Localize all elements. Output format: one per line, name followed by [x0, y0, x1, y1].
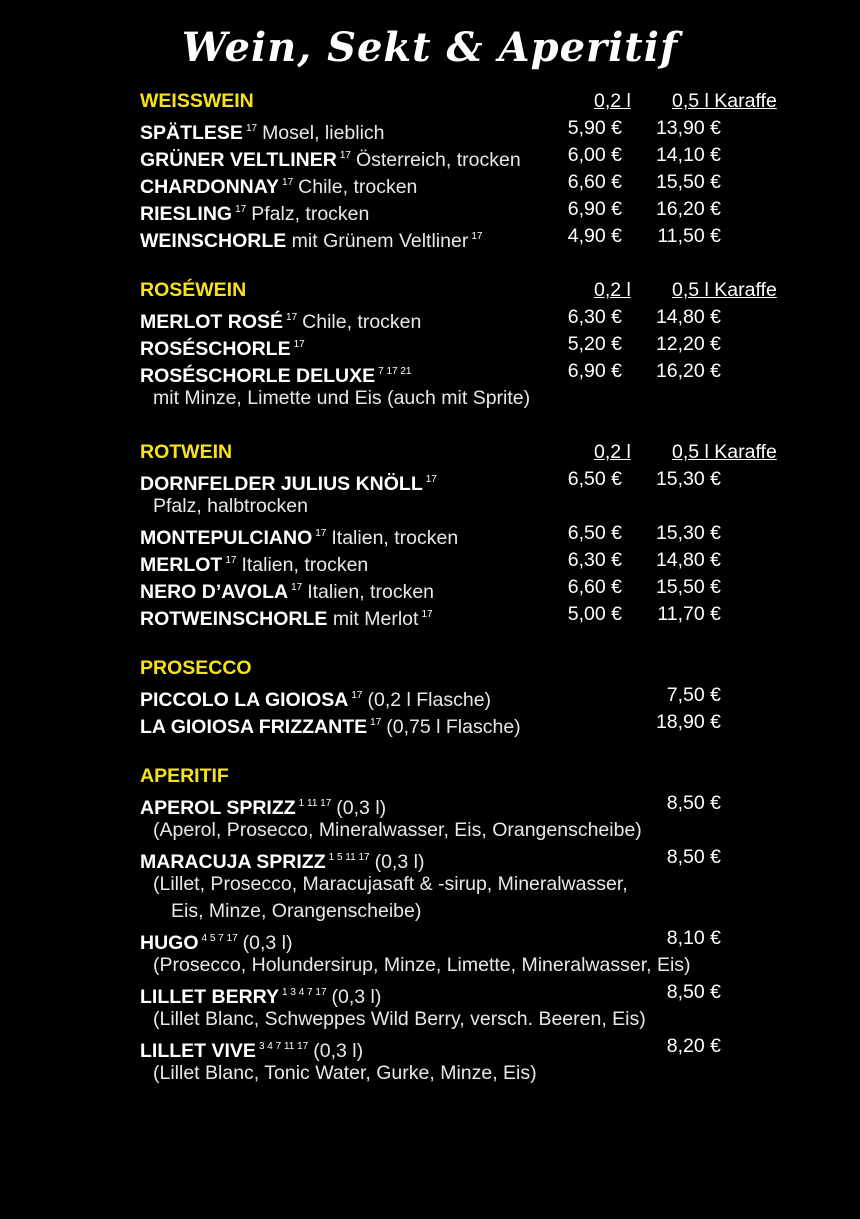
- item-description: mit Grünem Veltliner: [291, 230, 469, 252]
- item-description: Chile, trocken: [298, 176, 418, 198]
- price-small: 6,30 €: [567, 549, 622, 571]
- price-small: 6,90 €: [567, 198, 622, 220]
- item-description: (0,3 l): [313, 1040, 364, 1062]
- price-small: 6,60 €: [567, 576, 622, 598]
- item-description: Italien, trocken: [331, 527, 459, 549]
- price: 8,10 €: [666, 927, 721, 949]
- price-small: 6,90 €: [567, 360, 622, 382]
- item-description: (0,3 l): [374, 851, 425, 873]
- price-small: 5,00 €: [567, 603, 622, 625]
- allergen-codes: 4 5 7 17: [201, 933, 238, 944]
- item-description: Österreich, trocken: [355, 149, 521, 171]
- section-header: [140, 655, 800, 682]
- item-name: LA GIOIOSA FRIZZANTE: [140, 716, 368, 738]
- column-header-small: 0,2 l: [594, 441, 631, 463]
- menu-item-nero-davola: [140, 574, 800, 601]
- menu-item-roseschorle: [140, 331, 800, 358]
- allergen-codes: 17: [225, 555, 237, 566]
- menu-item-hugo: [140, 925, 800, 952]
- allergen-codes: 17: [421, 609, 433, 620]
- price-large: 13,90 €: [655, 117, 721, 139]
- allergen-codes: 17: [351, 690, 363, 701]
- item-detail: mit Minze, Limette und Eis (auch mit Sprite): [153, 387, 531, 409]
- item-name: DORNFELDER JULIUS KNÖLL: [140, 473, 423, 495]
- menu-item-maracuja-sprizz: [140, 844, 800, 871]
- price-large: 16,20 €: [655, 198, 721, 220]
- menu-item-montepulciano: [140, 520, 800, 547]
- allergen-codes: 17: [425, 474, 437, 485]
- item-name: MERLOT ROSÉ: [140, 311, 284, 333]
- allergen-codes: 3 4 7 11 17: [258, 1041, 309, 1052]
- section-title: APERITIF: [140, 765, 229, 787]
- price: 7,50 €: [666, 684, 721, 706]
- price-small: 4,90 €: [567, 225, 622, 247]
- menu-item-weinschorle: [140, 223, 800, 250]
- item-detail: (Aperol, Prosecco, Mineralwasser, Eis, Orangenscheibe): [153, 819, 642, 841]
- section-header: [140, 763, 800, 790]
- menu-item-merlot: [140, 547, 800, 574]
- column-header-large: 0,5 l Karaffe: [672, 441, 777, 463]
- price-large: 11,70 €: [657, 603, 721, 625]
- menu-item-la-gioiosa-frizzante: [140, 709, 800, 736]
- item-name: MARACUJA SPRIZZ: [140, 851, 326, 873]
- price-small: 5,20 €: [567, 333, 622, 355]
- price: 8,50 €: [666, 981, 721, 1003]
- price-large: 14,80 €: [655, 549, 721, 571]
- item-name: HUGO: [140, 932, 199, 954]
- item-detail-continued: Eis, Minze, Orangenscheibe): [171, 900, 422, 922]
- item-description: Chile, trocken: [302, 311, 422, 333]
- allergen-codes: 17: [293, 339, 305, 350]
- column-header-large: 0,5 l Karaffe: [672, 90, 777, 112]
- menu-item-merlot-rose: [140, 304, 800, 331]
- allergen-codes: 17: [245, 123, 258, 134]
- allergen-codes: 17: [370, 717, 382, 728]
- section-title: WEISSWEIN: [140, 90, 254, 112]
- menu-item-riesling: [140, 196, 800, 223]
- price: 8,50 €: [666, 792, 721, 814]
- price-large: 16,20 €: [655, 360, 721, 382]
- item-name: LILLET BERRY: [140, 986, 280, 1008]
- item-name: LILLET VIVE: [140, 1040, 256, 1062]
- menu-list: [140, 88, 800, 1114]
- allergen-codes: 1 11 17: [298, 798, 332, 809]
- price-large: 12,20 €: [655, 333, 721, 355]
- allergen-codes: 17: [339, 150, 351, 161]
- item-description: (0,2 l Flasche): [367, 689, 492, 711]
- item-description: (0,75 l Flasche): [386, 716, 521, 738]
- price: 18,90 €: [655, 711, 721, 733]
- page-title: Wein, Sekt & Aperitif: [181, 24, 679, 71]
- item-description: Pfalz, trocken: [251, 203, 370, 225]
- item-name: WEINSCHORLE: [140, 230, 287, 252]
- item-description: (0,3 l): [336, 797, 387, 819]
- section-rosewein: [140, 277, 800, 412]
- item-detail: (Lillet Blanc, Tonic Water, Gurke, Minze, Eis): [153, 1062, 537, 1084]
- allergen-codes: 17: [315, 528, 327, 539]
- column-header-small: 0,2 l: [594, 279, 631, 301]
- item-detail: Pfalz, halbtrocken: [153, 495, 309, 517]
- price-large: 15,50 €: [655, 576, 721, 598]
- allergen-codes: 7 17 21: [378, 366, 412, 377]
- menu-item-dornfelder: [140, 466, 800, 493]
- price-large: 14,10 €: [655, 144, 721, 166]
- price-small: 6,60 €: [567, 171, 622, 193]
- allergen-codes: 17: [235, 204, 247, 215]
- item-name: PICCOLO LA GIOIOSA: [140, 689, 349, 711]
- menu-item-aperol-sprizz: [140, 790, 800, 817]
- section-header: [140, 439, 800, 466]
- section-rotwein: [140, 439, 800, 628]
- item-description: (0,3 l): [242, 932, 293, 954]
- item-name: CHARDONNAY: [140, 176, 280, 198]
- item-description: Mosel, lieblich: [262, 122, 385, 144]
- item-detail: (Lillet Blanc, Schweppes Wild Berry, versch. Beeren, Eis): [153, 1008, 646, 1030]
- section-weisswein: [140, 88, 800, 250]
- item-description: mit Merlot: [332, 608, 419, 630]
- menu-item-piccolo-la-gioiosa: [140, 682, 800, 709]
- section-title: ROSÉWEIN: [140, 279, 247, 301]
- allergen-codes: 17: [291, 582, 303, 593]
- item-name: APEROL SPRIZZ: [140, 797, 296, 819]
- price-small: 6,50 €: [567, 468, 622, 490]
- item-name: RIESLING: [140, 203, 233, 225]
- allergen-codes: 1 3 4 7 17: [282, 987, 327, 998]
- section-title: ROTWEIN: [140, 441, 233, 463]
- item-description: Italien, trocken: [241, 554, 369, 576]
- price: 8,20 €: [666, 1035, 721, 1057]
- price-large: 14,80 €: [655, 306, 721, 328]
- allergen-codes: 17: [471, 231, 483, 242]
- allergen-codes: 1 5 11 17: [328, 852, 370, 863]
- item-name: ROTWEINSCHORLE: [140, 608, 328, 630]
- item-description: Italien, trocken: [307, 581, 435, 603]
- allergen-codes: 17: [286, 312, 298, 323]
- menu-item-rotweinschorle: [140, 601, 800, 628]
- section-prosecco: [140, 655, 800, 736]
- price-small: 6,50 €: [567, 522, 622, 544]
- section-aperitif: [140, 763, 800, 1087]
- item-name: SPÄTLESE: [140, 122, 243, 144]
- allergen-codes: 17: [282, 177, 294, 188]
- price-large: 15,30 €: [655, 468, 721, 490]
- menu-item-roseschorle-deluxe: [140, 358, 800, 385]
- item-name: MONTEPULCIANO: [140, 527, 313, 549]
- price-large: 15,50 €: [655, 171, 721, 193]
- menu-item-chardonnay: [140, 169, 800, 196]
- item-name: ROSÉSCHORLE DELUXE: [140, 365, 376, 387]
- column-header-large: 0,5 l Karaffe: [672, 279, 777, 301]
- item-name: NERO D’AVOLA: [140, 581, 289, 603]
- item-name: MERLOT: [140, 554, 223, 576]
- price-small: 6,00 €: [567, 144, 622, 166]
- price: 8,50 €: [666, 846, 721, 868]
- section-header: [140, 88, 800, 115]
- menu-item-lillet-vive: [140, 1033, 800, 1060]
- item-description: (0,3 l): [331, 986, 382, 1008]
- item-detail: (Prosecco, Holundersirup, Minze, Limette, Mineralwasser, Eis): [153, 954, 691, 976]
- section-title: PROSECCO: [140, 657, 252, 679]
- menu-item-gruener-veltliner: [140, 142, 800, 169]
- item-detail: (Lillet, Prosecco, Maracujasaft & -sirup, Mineralwasser,: [153, 873, 628, 895]
- menu-item-spaetlese: [140, 115, 800, 142]
- price-large: 11,50 €: [657, 225, 721, 247]
- section-header: [140, 277, 800, 304]
- menu-item-lillet-berry: [140, 979, 800, 1006]
- item-name: ROSÉSCHORLE: [140, 338, 291, 360]
- price-small: 6,30 €: [567, 306, 622, 328]
- price-small: 5,90 €: [567, 117, 622, 139]
- price-large: 15,30 €: [655, 522, 721, 544]
- item-name: GRÜNER VELTLINER: [140, 149, 337, 171]
- column-header-small: 0,2 l: [594, 90, 631, 112]
